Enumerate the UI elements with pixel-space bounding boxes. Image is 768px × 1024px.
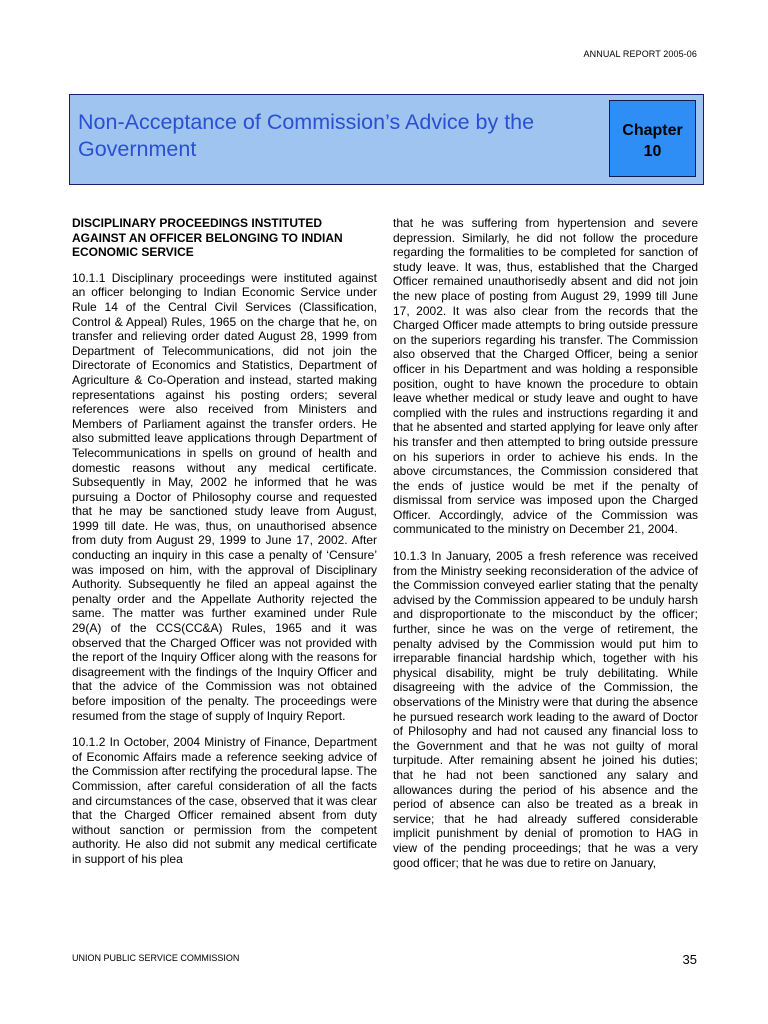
paragraph-10-1-2: 10.1.2 In October, 2004 Ministry of Finance, Department of Economic Affairs made a reference seeking advice of the Commission after rectifying the procedural lapse. The Commission, after careful consideration of all the facts and circumstances of the case, observed that it was clear that the Charged Officer remained absent from duty without sanction or permission from the competent authority. He also did not submit any medical certificate in support of his plea — [72, 735, 377, 866]
chapter-title: Non-Acceptance of Commission’s Advice by the Government — [78, 110, 535, 161]
paragraph-10-1-1: 10.1.1 Disciplinary proceedings were instituted against an officer belonging to Indian Economic Service under Rule 14 of the Central Civil Services (Classification, Control & Appeal) Rules, 1965 on the charge that he, on transfer and relieving order dated August 28, 1999 from Department of Telecommunications, did not join the Directorate of Economics and Statistics, Department of Agriculture & Co-Operation and instead, started making representations against his posting orders; several references were also received from Ministers and Members of Parliament against the transfer orders. He also submitted leave applications through Department of Telecommunications in spells on ground of health and domestic reasons without any medical certificate. Subsequently in May, 2002 he informed that he was pursuing a Doctor of Philosophy course and requested that he may be sanctioned study leave from August, 1999 till date. He was, thus, on unauthorised absence from duty from August 29, 1999 to June 17, 2002. After conducting an inquiry in this case a penalty of ‘Censure’ was imposed on him, with the approval of Disciplinary Authority. Subsequently he filed an appeal against the penalty order and the Appellate Authority rejected the same. The matter was further examined under Rule 29(A) of the CCS(CC&A) Rules, 1965 and it was observed that the Charged Officer was not provided with the report of the Inquiry Officer along with the reasons for disagreement with the findings of the Inquiry Officer and that the advice of the Commission was not obtained before imposition of the penalty. The proceedings were resumed from the stage of supply of Inquiry Report. — [72, 270, 377, 723]
chapter-label: Chapter — [622, 122, 683, 139]
section-heading: DISCIPLINARY PROCEEDINGS INSTITUTED AGAINST AN OFFICER BELONGING TO INDIAN ECONOMIC SERVICE — [72, 216, 343, 260]
left-column — [72, 216, 377, 879]
paragraph-10-1-3: 10.1.3 In January, 2005 a fresh reference was received from the Ministry seeking reconsideration of the advice of the Commission conveyed earlier stating that the penalty advised by the Commission appeared to be unduly harsh and disproportionate to the misconduct by the officer; further, since he was on the verge of retirement, the penalty advised by the Commission would put him to irreparable financial hardship which, together with his physical disability, might be truly debilitating. While disagreeing with the advice of the Commission, the observations of the Ministry were that during the absence he pursued research work leading to the award of Doctor of Philosophy and had not caused any financial loss to the Government and that he was not guilty of moral turpitude. After remaining absent he joined his duties; that he had not been sanctioned any salary and allowances during the period of his absence and the period of absence can also be treated as a break in service; that he had already suffered considerable implicit punishment by denial of promotion to HAG in view of the pending proceedings; that he was a very good officer; that he was due to retire on January, — [393, 549, 698, 870]
running-footer: UNION PUBLIC SERVICE COMMISSION — [72, 953, 240, 963]
chapter-number: 10 — [643, 143, 662, 160]
page-number: 35 — [682, 952, 697, 967]
chapter-banner — [69, 94, 704, 185]
chapter-number-box — [609, 100, 696, 177]
right-column — [393, 216, 698, 882]
paragraph-10-1-2-continued: that he was suffering from hypertension and severe depression. Similarly, he did not follow the procedure regarding the formalities to be completed for sanction of study leave. It was, thus, established that the Charged Officer remained unauthorisedly absent and did not join the new place of posting from August 29, 1999 till June 17, 2002. It was also clear from the records that the Charged Officer made attempts to bring outside pressure on the superiors regarding his transfer. The Commission also observed that the Charged Officer, being a senior officer in his Department and was holding a responsible position, ought to have known the procedure to obtain leave whether medical or study leave and ought to have complied with the rules and instructions regarding it and that he absented and started applying for leave only after his transfer and then attempted to bring outside pressure on his superiors in order to achieve his ends. In the above circumstances, the Commission considered that the ends of justice would be met if the penalty of dismissal from service was imposed upon the Charged Officer. Accordingly, advice of the Commission was communicated to the ministry on December 21, 2004. — [393, 216, 698, 537]
running-header: ANNUAL REPORT 2005-06 — [583, 49, 697, 59]
